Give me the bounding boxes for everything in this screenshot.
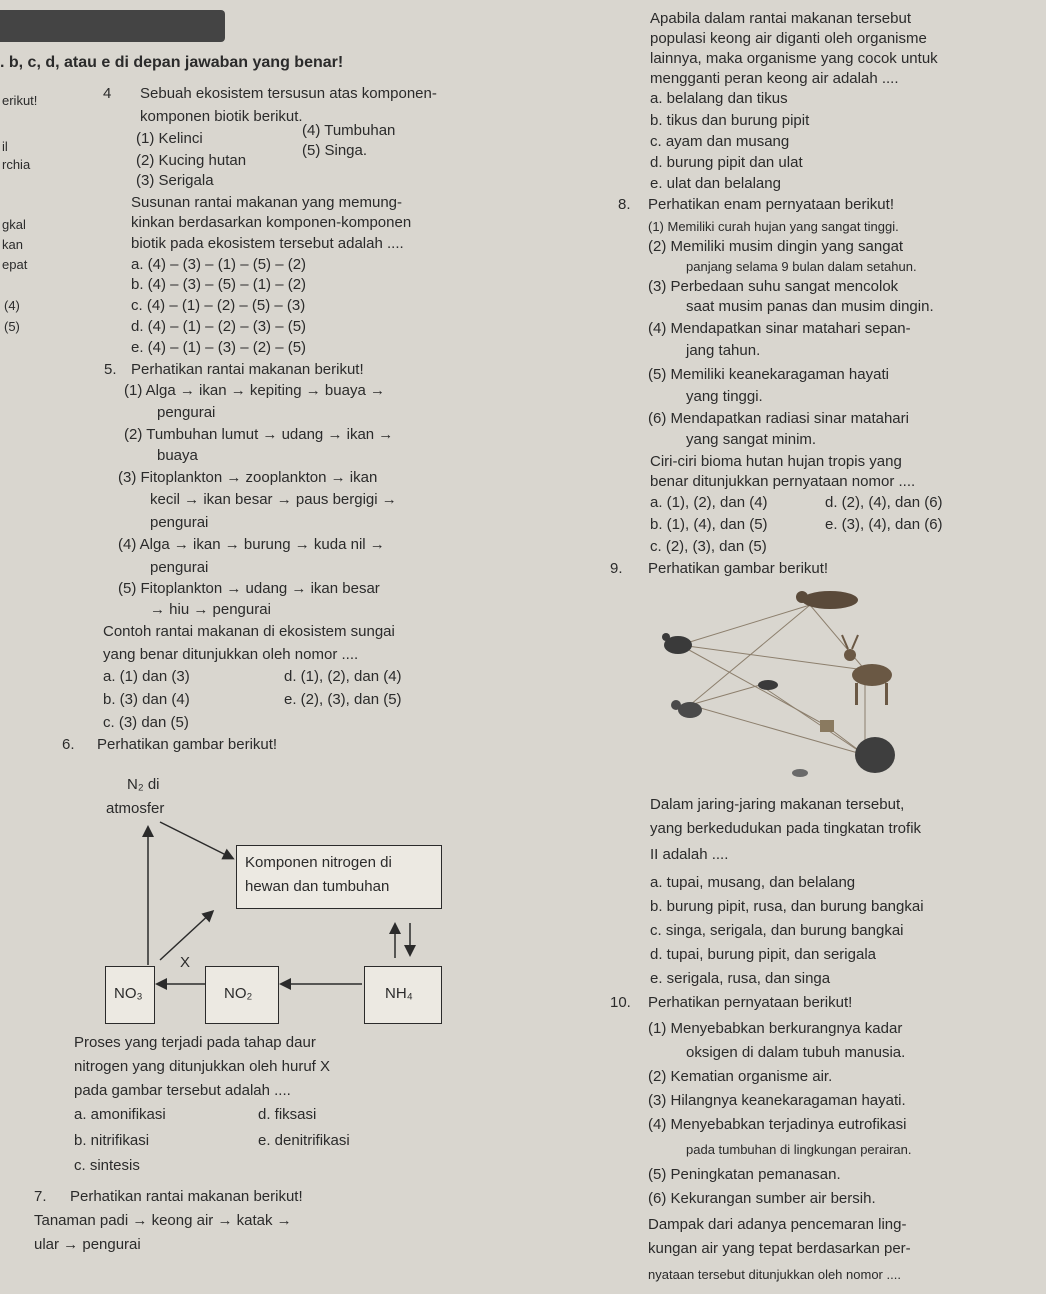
q9-question: Dalam jaring-jaring makanan tersebut, xyxy=(650,796,905,813)
komponen-label: Komponen nitrogen di xyxy=(245,854,392,871)
no2-label: NO₂ xyxy=(224,985,253,1002)
q4-option[interactable]: b. (4) – (3) – (5) – (1) – (2) xyxy=(131,276,307,293)
q8-stem: Perhatikan enam pernyataan berikut! xyxy=(648,196,894,213)
q4-item: (2) Kucing hutan xyxy=(136,152,247,169)
vulture-icon xyxy=(662,633,692,654)
q4-number: 4 xyxy=(103,85,112,102)
q8-statement: (3) Perbedaan suhu sangat mencolok xyxy=(648,278,899,295)
plant-icon xyxy=(855,737,895,773)
margin-fragment: rchia xyxy=(2,157,31,172)
komponen-label: hewan dan tumbuhan xyxy=(245,878,390,895)
q10-number: 10. xyxy=(610,994,631,1011)
q10-statement: (5) Peningkatan pemanasan. xyxy=(648,1166,841,1183)
q8-statement: (2) Memiliki musim dingin yang sangat xyxy=(648,238,904,255)
q4-item: (3) Serigala xyxy=(136,172,214,189)
q5-chain-line: pengurai xyxy=(157,404,216,421)
q6-option[interactable]: d. fiksasi xyxy=(258,1106,317,1123)
q8-statement: (6) Mendapatkan radiasi sinar matahari xyxy=(648,410,909,427)
q6-number: 6. xyxy=(62,736,75,753)
q5-question: yang benar ditunjukkan oleh nomor .... xyxy=(103,646,359,663)
q8-option[interactable]: d. (2), (4), dan (6) xyxy=(825,494,943,511)
q6-option[interactable]: a. amonifikasi xyxy=(74,1106,166,1123)
q7-cont: populasi keong air diganti oleh organisme xyxy=(650,30,927,47)
q4-question: Susunan rantai makanan yang memung- xyxy=(131,194,402,211)
q5-stem: Perhatikan rantai makanan berikut! xyxy=(131,361,364,378)
q10-statement: (1) Menyebabkan berkurangnya kadar xyxy=(648,1020,903,1037)
q8-statement: saat musim panas dan musim dingin. xyxy=(686,298,934,315)
q6-question: Proses yang terjadi pada tahap daur xyxy=(74,1034,316,1051)
q8-question: Ciri-ciri bioma hutan hujan tropis yang xyxy=(650,453,902,470)
margin-fragment: erikut! xyxy=(2,93,38,108)
q9-question: yang berkedudukan pada tingkatan trofik xyxy=(650,820,922,837)
q5-chain-line: (5) Fitoplankton → udang → ikan besar xyxy=(118,580,380,597)
q8-statement: panjang selama 9 bulan dalam setahun. xyxy=(686,259,917,274)
q9-option[interactable]: b. burung pipit, rusa, dan burung bangkai xyxy=(650,898,924,915)
q5-chain-line: pengurai xyxy=(150,514,209,531)
q8-statement: jang tahun. xyxy=(686,342,761,359)
margin-fragment: (5) xyxy=(4,319,20,334)
q4-item: (5) Singa. xyxy=(302,142,368,159)
q7-option[interactable]: c. ayam dan musang xyxy=(650,133,790,150)
q7-number: 7. xyxy=(34,1188,47,1205)
q4-option[interactable]: c. (4) – (1) – (2) – (5) – (3) xyxy=(131,297,306,314)
q9-option[interactable]: d. tupai, burung pipit, dan serigala xyxy=(650,946,876,963)
q4-item: (1) Kelinci xyxy=(136,130,203,147)
q4-stem: komponen biotik berikut. xyxy=(140,108,303,125)
q9-stem: Perhatikan gambar berikut! xyxy=(648,560,829,577)
margin-fragment: epat xyxy=(2,257,28,272)
q5-chain-line: pengurai xyxy=(150,559,209,576)
x-label: X xyxy=(180,954,191,971)
q8-statement: (4) Mendapatkan sinar matahari sepan- xyxy=(648,320,911,337)
q7-cont: Apabila dalam rantai makanan tersebut xyxy=(650,10,911,27)
no3-label: NO₃ xyxy=(114,985,143,1002)
insect-icon xyxy=(792,769,808,777)
nh4-label: NH₄ xyxy=(385,985,413,1002)
q7-stem: Perhatikan rantai makanan berikut! xyxy=(70,1188,303,1205)
q7-option[interactable]: d. burung pipit dan ulat xyxy=(650,154,803,171)
q6-option[interactable]: c. sintesis xyxy=(74,1157,140,1174)
q5-chain-line: (1) Alga → ikan → kepiting → buaya → xyxy=(124,382,385,399)
q8-option[interactable]: b. (1), (4), dan (5) xyxy=(650,516,768,533)
q9-option[interactable]: e. serigala, rusa, dan singa xyxy=(650,970,831,987)
q8-statement: yang sangat minim. xyxy=(686,431,817,448)
q8-statement: (5) Memiliki keanekaragaman hayati xyxy=(648,366,889,383)
margin-fragment: gkal xyxy=(2,217,26,232)
q5-option[interactable]: c. (3) dan (5) xyxy=(103,714,189,731)
margin-fragment: kan xyxy=(2,237,23,252)
q5-chain-line: buaya xyxy=(157,447,198,464)
q4-question: kinkan berdasarkan komponen-komponen xyxy=(131,214,412,231)
q5-chain-line: kecil → ikan besar → paus bergigi → xyxy=(150,491,397,508)
food-web-image xyxy=(650,585,910,785)
q8-question: benar ditunjukkan pernyataan nomor .... xyxy=(650,473,916,490)
q8-statement: yang tinggi. xyxy=(686,388,763,405)
q10-statement: oksigen di dalam tubuh manusia. xyxy=(686,1044,906,1061)
n2-label: atmosfer xyxy=(106,800,165,817)
margin-fragment: il xyxy=(2,139,8,154)
q7-option[interactable]: e. ulat dan belalang xyxy=(650,175,781,192)
n2-label: N₂ di xyxy=(127,776,160,793)
q4-option[interactable]: a. (4) – (3) – (1) – (5) – (2) xyxy=(131,256,307,273)
q7-option[interactable]: b. tikus dan burung pipit xyxy=(650,112,810,129)
nitrogen-cycle-arrows xyxy=(0,760,460,1060)
q9-question: II adalah .... xyxy=(650,846,729,863)
q6-option[interactable]: b. nitrifikasi xyxy=(74,1132,150,1149)
q10-statement: (6) Kekurangan sumber air bersih. xyxy=(648,1190,876,1207)
q7-cont: mengganti peran keong air adalah .... xyxy=(650,70,899,87)
header-dark-tab xyxy=(0,10,225,42)
q5-chain-line: → hiu → pengurai xyxy=(150,601,271,618)
q10-statement: (3) Hilangnya keanekaragaman hayati. xyxy=(648,1092,906,1109)
q8-option[interactable]: e. (3), (4), dan (6) xyxy=(825,516,943,533)
q4-stem: Sebuah ekosistem tersusun atas komponen- xyxy=(140,85,437,102)
q5-chain-line: (4) Alga → ikan → burung → kuda nil → xyxy=(118,536,385,553)
q5-option[interactable]: d. (1), (2), dan (4) xyxy=(284,668,402,685)
q10-stem: Perhatikan pernyataan berikut! xyxy=(648,994,853,1011)
q6-question: pada gambar tersebut adalah .... xyxy=(74,1082,291,1099)
q9-number: 9. xyxy=(610,560,623,577)
q4-option[interactable]: d. (4) – (1) – (2) – (3) – (5) xyxy=(131,318,307,335)
q5-option[interactable]: a. (1) dan (3) xyxy=(103,668,190,685)
q10-statement: pada tumbuhan di lingkungan perairan. xyxy=(686,1142,912,1157)
q7-option[interactable]: a. belalang dan tikus xyxy=(650,90,788,107)
q7-chain: Tanaman padi → keong air → katak → xyxy=(34,1212,292,1229)
q5-question: Contoh rantai makanan di ekosistem sungai xyxy=(103,623,395,640)
q4-option[interactable]: e. (4) – (1) – (3) – (2) – (5) xyxy=(131,339,307,356)
q9-option[interactable]: a. tupai, musang, dan belalang xyxy=(650,874,856,891)
q5-number: 5. xyxy=(104,361,117,378)
instruction-header: . b, c, d, atau e di depan jawaban yang benar! xyxy=(0,54,344,71)
q5-chain-line: (2) Tumbuhan lumut → udang → ikan → xyxy=(124,426,394,443)
q6-question: nitrogen yang ditunjukkan oleh huruf X xyxy=(74,1058,331,1075)
q8-statement: (1) Memiliki curah hujan yang sangat tinggi. xyxy=(648,219,899,234)
q5-option[interactable]: b. (3) dan (4) xyxy=(103,691,190,708)
q10-statement: (4) Menyebabkan terjadinya eutrofikasi xyxy=(648,1116,907,1133)
q6-option[interactable]: e. denitrifikasi xyxy=(258,1132,350,1149)
q10-statement: (2) Kematian organisme air. xyxy=(648,1068,833,1085)
rabbit-icon xyxy=(820,720,834,732)
q7-cont: lainnya, maka organisme yang cocok untuk xyxy=(650,50,938,67)
q8-number: 8. xyxy=(618,196,631,213)
q4-question: biotik pada ekosistem tersebut adalah .... xyxy=(131,235,404,252)
deer-icon xyxy=(842,635,892,705)
q6-stem: Perhatikan gambar berikut! xyxy=(97,736,278,753)
q10-question: kungan air yang tepat berdasarkan per- xyxy=(648,1240,911,1257)
margin-fragment: (4) xyxy=(4,298,20,313)
q8-option[interactable]: a. (1), (2), dan (4) xyxy=(650,494,768,511)
q5-option[interactable]: e. (2), (3), dan (5) xyxy=(284,691,402,708)
q7-chain: ular → pengurai xyxy=(34,1236,141,1253)
q10-question: Dampak dari adanya pencemaran ling- xyxy=(648,1216,907,1233)
bird-icon xyxy=(758,680,778,690)
q10-question: nyataan tersebut ditunjukkan oleh nomor .... xyxy=(648,1267,901,1282)
q5-chain-line: (3) Fitoplankton → zooplankton → ikan xyxy=(118,469,378,486)
q8-option[interactable]: c. (2), (3), dan (5) xyxy=(650,538,767,555)
q9-option[interactable]: c. singa, serigala, dan burung bangkai xyxy=(650,922,904,939)
q4-item: (4) Tumbuhan xyxy=(302,122,396,139)
